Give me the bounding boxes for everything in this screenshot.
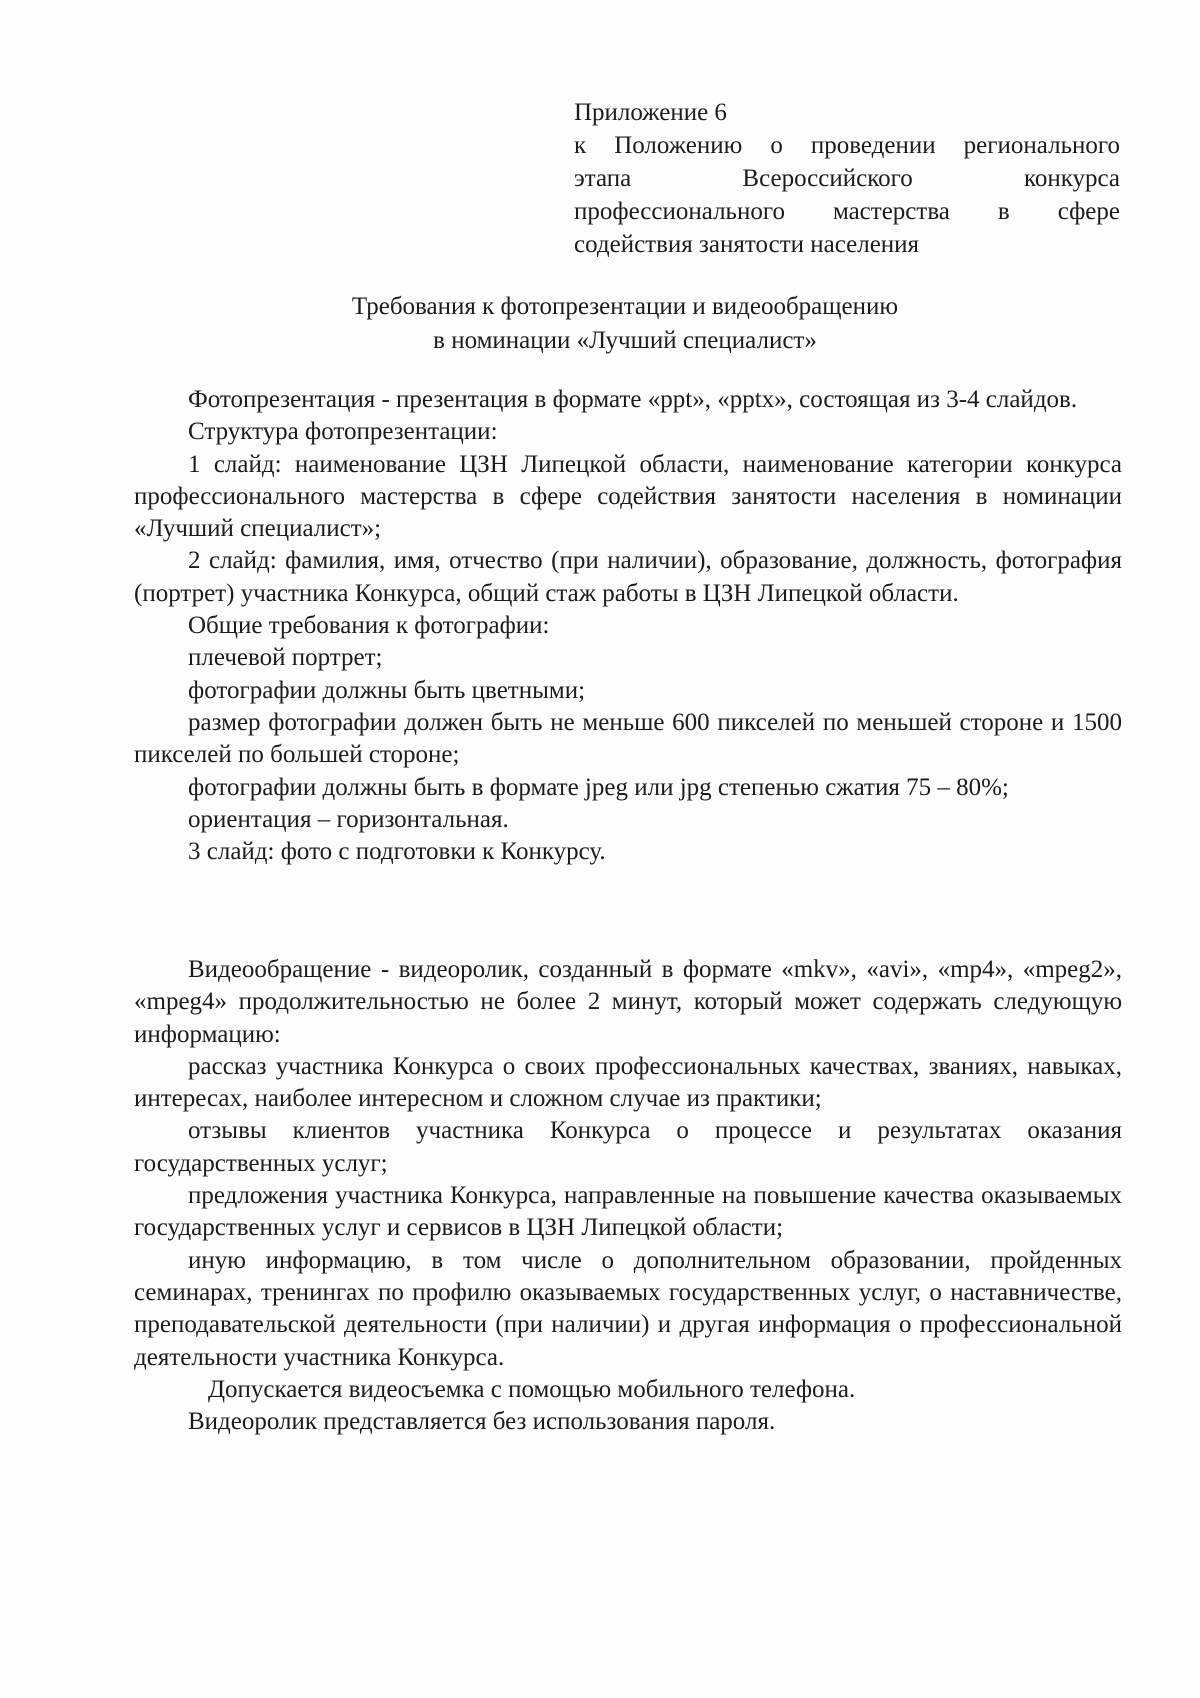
paragraph: 2 слайд: фамилия, имя, отчество (при наличии), образование, должность, фотография (портрет) участника Конкурса, общий стаж работы в ЦЗН Липецкой области. [134, 547, 1122, 607]
appendix-word: мастерства [832, 198, 950, 225]
appendix-line-2 [574, 129, 1120, 162]
appendix-line-4 [574, 195, 1120, 228]
appendix-word: к [574, 132, 587, 159]
title-line-1: Требования к фотопрезентации и видеообращению [351, 293, 899, 320]
paragraph: предложения участника Конкурса, направленные на повышение качества оказываемых государственных услуг и сервисов в ЦЗН Липецкой области; [134, 1182, 1122, 1242]
appendix-line-5: содействия занятости населения [574, 231, 920, 258]
paragraph: размер фотографии должен быть не меньше 600 пикселей по меньшей стороне и 1500 пикселей по большей стороне; [134, 708, 1122, 769]
paragraph: фотографии должны быть цветными; [188, 676, 586, 704]
paragraph: Допускается видеосъемка с помощью мобильного телефона. [208, 1375, 856, 1403]
title-line-2: в номинации «Лучший специалист» [433, 327, 817, 354]
appendix-word: конкурса [1023, 165, 1120, 192]
paragraph: 1 слайд: наименование ЦЗН Липецкой области, наименование категории конкурса профессионального мастерства в сфере содействия занятости населения в номинации «Лучший специалист»; [134, 450, 1122, 543]
paragraph: фотографии должны быть в формате jpeg или jpg степенью сжатия 75 – 80%; [188, 773, 1009, 801]
appendix-header [574, 96, 1120, 261]
appendix-word: Положению [614, 132, 743, 159]
appendix-word: о [770, 132, 783, 159]
paragraph: Структура фотопрезентации: [188, 418, 498, 446]
appendix-word: в [997, 198, 1010, 225]
paragraph: иную информацию, в том числе о дополнительном образовании, пройденных семинарах, тренингах по профилю оказываемых государственных услуг, о наставничестве, преподавательской деятельности (при наличии) и другая информация о профессиональной деятельности участника Конкурса. [134, 1246, 1122, 1371]
paragraph: Видеоролик представляется без использования пароля. [188, 1408, 776, 1436]
paragraph: 3 слайд: фото с подготовки к Конкурсу. [188, 838, 606, 866]
document-title [130, 290, 1120, 358]
appendix-word: Всероссийского [742, 165, 913, 192]
video-address-section [134, 954, 1122, 1438]
appendix-word: регионального [963, 132, 1120, 159]
photo-presentation-section [134, 384, 1122, 868]
appendix-word: сфере [1057, 198, 1120, 225]
paragraph: Общие требования к фотографии: [188, 612, 550, 640]
paragraph: Видеообращение - видеоролик, созданный в формате «mkv», «avi», «mp4», «mpeg2», «mpeg4» продолжительностью не более 2 минут, который может содержать следующую информацию: [134, 956, 1122, 1048]
appendix-word: проведении [810, 132, 936, 159]
paragraph: плечевой портрет; [188, 644, 383, 672]
appendix-word: профессионального [574, 198, 785, 225]
appendix-line-3 [574, 162, 1120, 195]
paragraph: ориентация – горизонтальная. [188, 805, 509, 833]
appendix-word: этапа [574, 165, 632, 192]
paragraph: отзывы клиентов участника Конкурса о процессе и результатах оказания государственных услуг; [134, 1117, 1122, 1177]
appendix-number: Приложение 6 [574, 99, 727, 126]
paragraph: рассказ участника Конкурса о своих профессиональных качествах, званиях, навыках, интересах, наиболее интересном и сложном случае из практики; [134, 1052, 1122, 1113]
paragraph: Фотопрезентация - презентация в формате «ppt», «pptx», состоящая из 3-4 слайдов. [188, 386, 1078, 413]
